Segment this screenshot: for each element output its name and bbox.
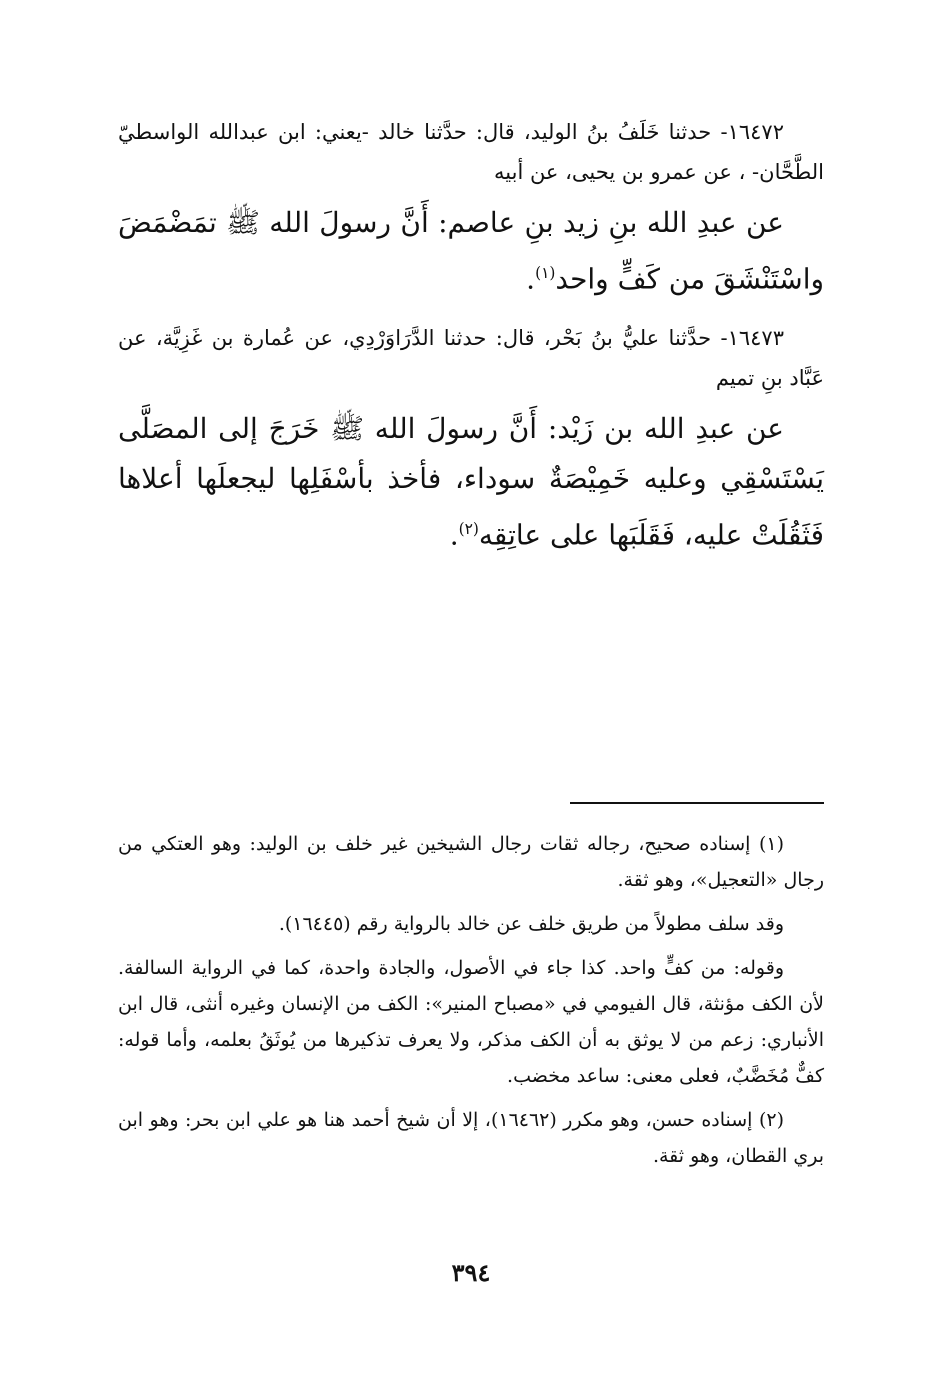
footnote-1-explanation: وقوله: من كفٍّ واحد. كذا جاء في الأصول، والجادة واحدة، كما في الرواية السالفة. لأن الكف مؤنثة، قال الفيومي في «مصباح المنير»: الكف من الإنسان وغيره أنثى، قال ابن الأنباري: زعم من لا يوثق به أن الكف مذكر، ولا يعرف تذكيرها من يُوثَقُ بعلمه، وأما قوله: كفٌّ مُخَضَّبٌ، فعلى معنى: ساعد مخضب. xyxy=(118,957,824,1087)
hadith-2-matn-text: عن عبدِ الله بن زَيْد: أَنَّ رسولَ الله ﷺ خَرَجَ إلى المصَلَّى يَسْتَسْقِي وعليه خَمِيْصَةٌ سوداء، فأخذ بأسْفَلِها ليجعلَها أعلاها فَثَقُلَتْ عليه، فَقَلَبَها على عاتِقِه xyxy=(118,412,824,552)
hadith-2-isnad: ١٦٤٧٣- حدَّثنا عليُّ بنُ بَحْر، قال: حدثنا الدَّرَاوَرْدِي، عن عُمارة بن غَزِيَّة، عن عَبَّاد بنِ تميم xyxy=(118,326,824,391)
footnote-1: (١) إسناده صحيح، رجاله ثقات رجال الشيخين غير خلف بن الوليد: وهو العتكي من رجال «التعجيل»، وهو ثقة. xyxy=(118,833,824,891)
hadith-1-matn-text: عن عبدِ الله بنِ زيد بنِ عاصم: أَنَّ رسولَ الله ﷺ تمَضْمَضَ واسْتَنْشَقَ من كَفٍّ واحد xyxy=(118,206,824,296)
book-page xyxy=(118,112,824,1374)
hadith-2-matn-end: . xyxy=(449,518,459,552)
footnotes-section xyxy=(118,802,824,1174)
footnote-separator-rule xyxy=(570,802,824,804)
hadith-1-isnad: ١٦٤٧٢- حدثنا خَلَفُ بنُ الوليد، قال: حدَّثنا خالد -يعني: ابن عبدالله الواسطيّ الطَّحَّان- ، عن عمرو بن يحيى، عن أبيه xyxy=(118,120,824,184)
hadith-1-matn-end: . xyxy=(526,262,536,296)
hadith-2-matn xyxy=(118,404,824,560)
hadith-2-footnote-mark: (٢) xyxy=(458,520,479,539)
footnote-1-continuation: وقد سلف مطولاً من طريق خلف عن خالد بالرواية رقم (١٦٤٤٥). xyxy=(278,913,784,935)
footnote-2: (٢) إسناده حسن، وهو مكرر (١٦٤٦٢)، إلا أن شيخ أحمد هنا هو علي ابن بحر: وهو ابن بري القطان، وهو ثقة. xyxy=(118,1109,824,1167)
hadith-1-footnote-mark: (١) xyxy=(535,264,556,282)
page-number: ٣٩٤ xyxy=(451,1258,491,1287)
hadith-1-matn xyxy=(118,198,824,304)
